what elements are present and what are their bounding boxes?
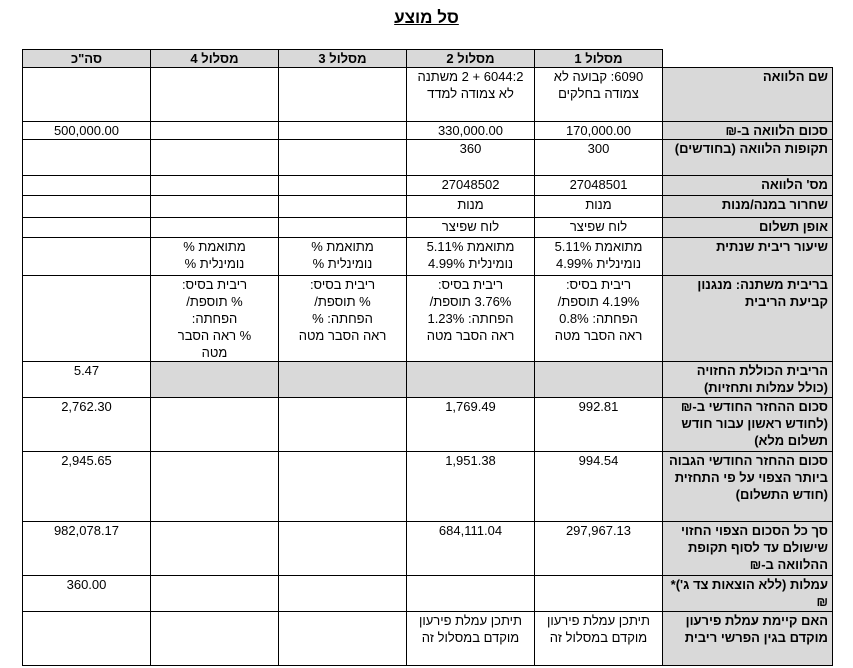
cell-release-t2: מנות xyxy=(407,196,535,218)
cell-fees-total: 360.00 xyxy=(23,576,151,612)
cell-empty xyxy=(279,522,407,576)
cell-empty xyxy=(535,576,663,612)
table-row xyxy=(23,522,833,576)
table-row xyxy=(23,68,833,122)
cell-shaded xyxy=(151,362,279,398)
cell-empty xyxy=(407,576,535,612)
cell-total-repay-t2: 684,111.04 xyxy=(407,522,535,576)
table-row xyxy=(23,452,833,522)
table-row xyxy=(23,176,833,196)
table-row xyxy=(23,218,833,238)
cell-loan-amount-t1: 170,000.00 xyxy=(535,122,663,140)
row-label-annual-rate: שיעור ריבית שנתית xyxy=(663,238,833,276)
page-title: סל מוצע xyxy=(394,8,459,27)
row-label-max-payment: סכום ההחזר החודשי הגבוה ביותר הצפוי על פי התחזית (חודש התשלום) xyxy=(663,452,833,522)
cell-periods-t1: 300 xyxy=(535,140,663,176)
row-label-loan-amount: סכום הלוואה ב-₪ xyxy=(663,122,833,140)
cell-empty xyxy=(23,140,151,176)
header-track-1: מסלול 1 xyxy=(535,50,663,68)
cell-empty xyxy=(151,68,279,122)
cell-empty xyxy=(279,576,407,612)
cell-payment-method-t1: לוח שפיצר xyxy=(535,218,663,238)
cell-max-payment-t1: 994.54 xyxy=(535,452,663,522)
cell-loan-amount-t2: 330,000.00 xyxy=(407,122,535,140)
cell-annual-rate-t4: מתואמת % נומינלית % xyxy=(151,238,279,276)
table-row xyxy=(23,122,833,140)
cell-total-rate-total: 5.47 xyxy=(23,362,151,398)
cell-empty xyxy=(23,196,151,218)
cell-variable-rate-t4: ריבית בסיס: % תוספת/ הפחתה: % ראה הסבר מטה xyxy=(151,276,279,362)
cell-empty xyxy=(279,398,407,452)
cell-shaded xyxy=(535,362,663,398)
cell-empty xyxy=(23,612,151,666)
cell-variable-rate-t3: ריבית בסיס: % תוספת/ הפחתה: % ראה הסבר מטה xyxy=(279,276,407,362)
table-row xyxy=(23,238,833,276)
row-label-periods: תקופות הלוואה (בחודשים) xyxy=(663,140,833,176)
cell-max-payment-total: 2,945.65 xyxy=(23,452,151,522)
row-label-loan-number: מס' הלוואה xyxy=(663,176,833,196)
cell-empty xyxy=(151,176,279,196)
cell-empty xyxy=(151,576,279,612)
cell-empty xyxy=(279,176,407,196)
cell-first-payment-t1: 992.81 xyxy=(535,398,663,452)
cell-loan-amount-total: 500,000.00 xyxy=(23,122,151,140)
cell-annual-rate-t1: מתואמת 5.11% נומינלית 4.99% xyxy=(535,238,663,276)
cell-empty xyxy=(151,218,279,238)
table-row xyxy=(23,196,833,218)
table-row xyxy=(23,276,833,362)
row-label-total-repay: סך כל הסכום הצפוי החזוי שישולם עד לסוף תקופת ההלוואה ב-₪ xyxy=(663,522,833,576)
proposed-basket-table xyxy=(22,49,833,666)
header-track-4: מסלול 4 xyxy=(151,50,279,68)
cell-empty xyxy=(279,452,407,522)
row-label-variable-rate: בריבית משתנה: מנגנון קביעת הריבית xyxy=(663,276,833,362)
cell-prepay-fee-t2: תיתכן עמלת פירעון מוקדם במסלול זה xyxy=(407,612,535,666)
cell-empty xyxy=(23,218,151,238)
cell-variable-rate-t1: ריבית בסיס: 4.19% תוספת/ הפחתה: 0.8% ראה הסבר מטה xyxy=(535,276,663,362)
cell-empty xyxy=(23,238,151,276)
cell-empty xyxy=(279,218,407,238)
header-track-3: מסלול 3 xyxy=(279,50,407,68)
cell-empty xyxy=(279,122,407,140)
cell-loan-number-t2: 27048502 xyxy=(407,176,535,196)
header-corner xyxy=(663,50,833,68)
cell-empty xyxy=(23,276,151,362)
cell-empty xyxy=(151,122,279,140)
row-label-release: שחרור במנה/מנות xyxy=(663,196,833,218)
row-label-first-payment: סכום ההחזר החודשי ב-₪ (לחודש ראשון עבור חודש תשלום מלא) xyxy=(663,398,833,452)
cell-shaded xyxy=(279,362,407,398)
cell-empty xyxy=(23,176,151,196)
cell-empty xyxy=(279,140,407,176)
row-label-total-rate: הריבית הכוללת החזויה (כולל עמלות ותחזיות) xyxy=(663,362,833,398)
cell-empty xyxy=(151,140,279,176)
row-label-payment-method: אופן תשלום xyxy=(663,218,833,238)
cell-total-repay-total: 982,078.17 xyxy=(23,522,151,576)
cell-first-payment-t2: 1,769.49 xyxy=(407,398,535,452)
table-row xyxy=(23,576,833,612)
row-label-loan-name: שם הלוואה xyxy=(663,68,833,122)
cell-loan-name-t2: 6044:2 + 2 משתנה לא צמודה למדד xyxy=(407,68,535,122)
cell-empty xyxy=(151,398,279,452)
cell-empty xyxy=(151,452,279,522)
cell-variable-rate-t2: ריבית בסיס: 3.76% תוספת/ הפחתה: 1.23% ראה הסבר מטה xyxy=(407,276,535,362)
cell-first-payment-total: 2,762.30 xyxy=(23,398,151,452)
cell-prepay-fee-t1: תיתכן עמלת פירעון מוקדם במסלול זה xyxy=(535,612,663,666)
cell-empty xyxy=(151,612,279,666)
header-total: סה"כ xyxy=(23,50,151,68)
table-row xyxy=(23,398,833,452)
cell-periods-t2: 360 xyxy=(407,140,535,176)
table-row xyxy=(23,612,833,666)
cell-loan-number-t1: 27048501 xyxy=(535,176,663,196)
cell-release-t1: מנות xyxy=(535,196,663,218)
cell-loan-name-t1: 6090: קבועה לא צמודה בחלקים xyxy=(535,68,663,122)
cell-annual-rate-t2: מתואמת 5.11% נומינלית 4.99% xyxy=(407,238,535,276)
cell-empty xyxy=(279,612,407,666)
table-row xyxy=(23,362,833,398)
cell-annual-rate-t3: מתואמת % נומינלית % xyxy=(279,238,407,276)
cell-shaded xyxy=(407,362,535,398)
header-row xyxy=(23,50,833,68)
cell-empty xyxy=(151,196,279,218)
cell-empty xyxy=(279,68,407,122)
cell-empty xyxy=(23,68,151,122)
row-label-prepay-fee: האם קיימת עמלת פירעון מוקדם בגין הפרשי ריבית xyxy=(663,612,833,666)
cell-max-payment-t2: 1,951.38 xyxy=(407,452,535,522)
row-label-fees: עמלות (ללא הוצאות צד ג')* ₪ xyxy=(663,576,833,612)
cell-total-repay-t1: 297,967.13 xyxy=(535,522,663,576)
header-track-2: מסלול 2 xyxy=(407,50,535,68)
table-row xyxy=(23,140,833,176)
cell-empty xyxy=(279,196,407,218)
cell-payment-method-t2: לוח שפיצר xyxy=(407,218,535,238)
cell-empty xyxy=(151,522,279,576)
